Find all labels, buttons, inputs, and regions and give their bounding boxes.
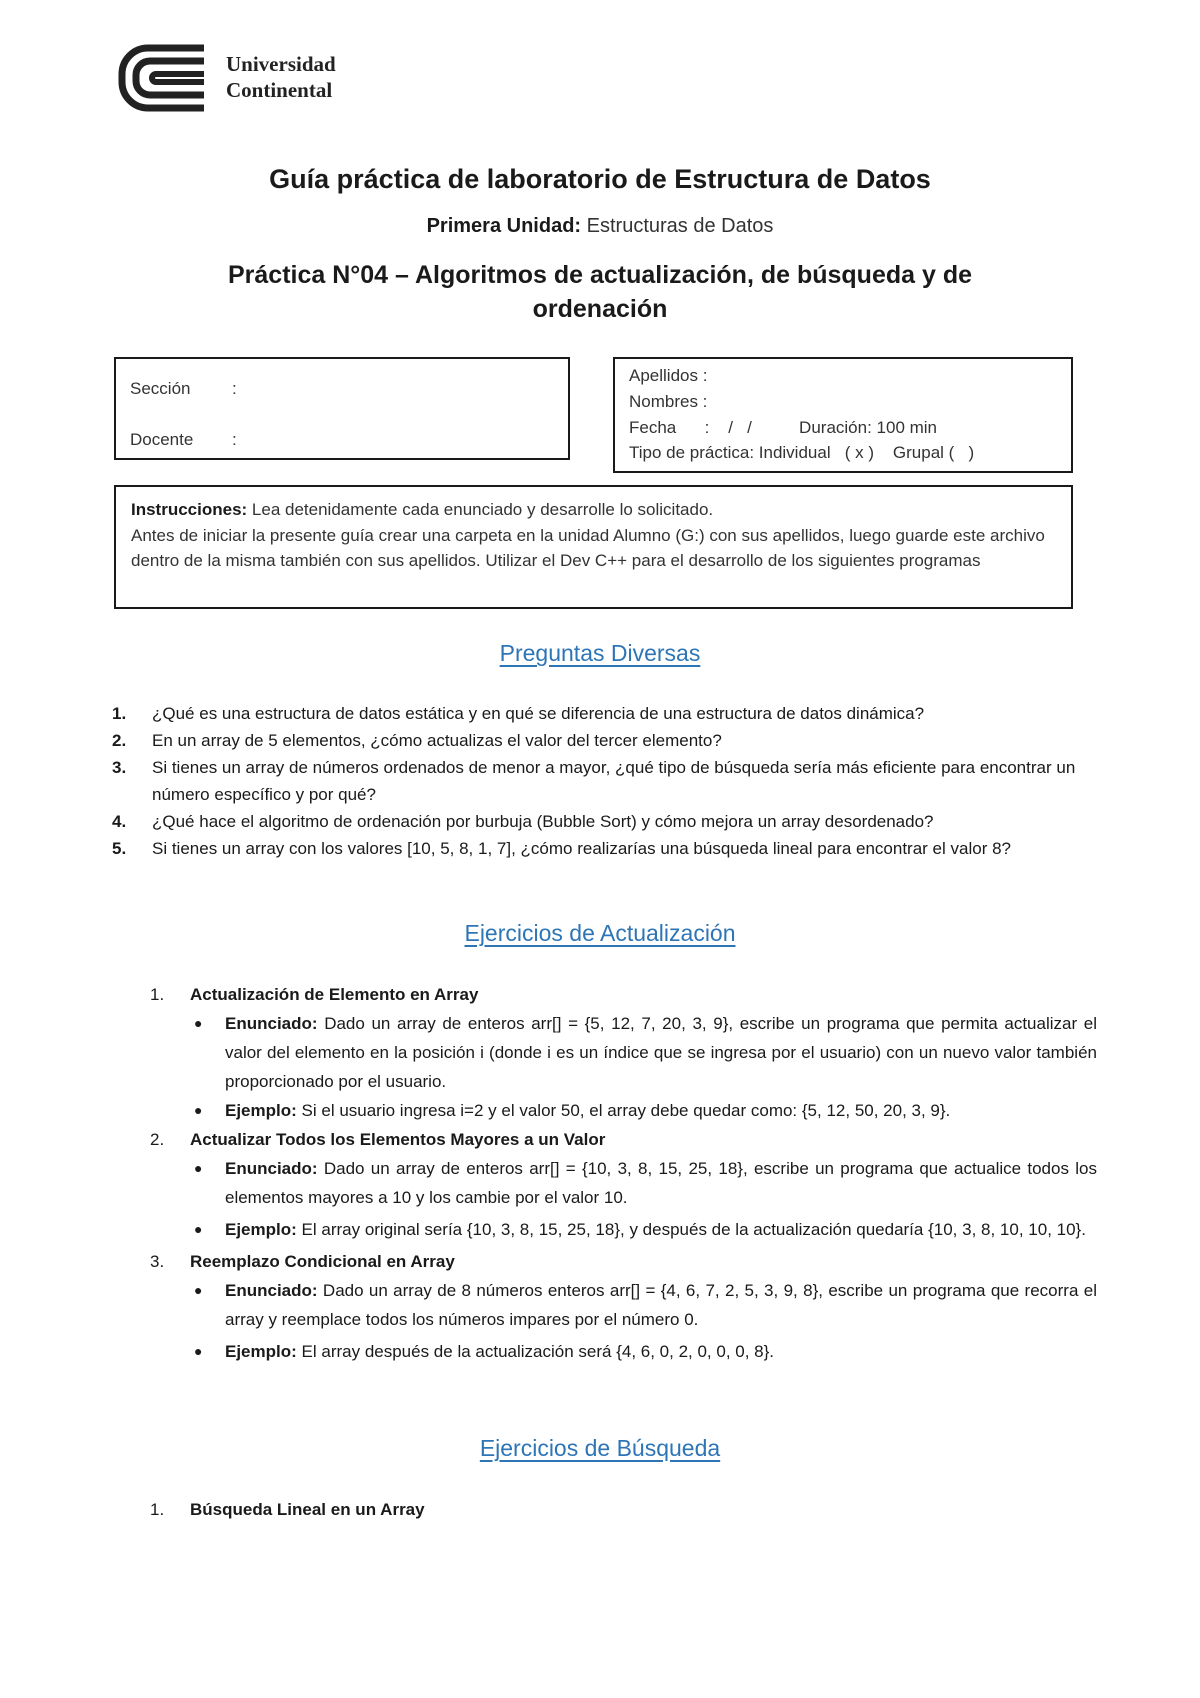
docente-label: Docente xyxy=(130,430,194,449)
fecha-duracion-field: Fecha : / / Duración: 100 min xyxy=(629,418,938,437)
instructions-line1 xyxy=(131,497,1061,523)
instructions-body: Antes de iniciar la presente guía crear una carpeta en la unidad Alumno (G:) con sus apellidos, luego guarde este archivo dentro de la misma también con sus apellidos. Utilizar el Dev C++ para el desarrollo de los siguientes programas xyxy=(131,525,1045,570)
search-exercises-list xyxy=(150,1495,1097,1524)
instructions-box xyxy=(114,485,1073,609)
statement-label: Enunciado: xyxy=(225,1281,318,1300)
list-item xyxy=(112,808,1097,835)
exercise-statement xyxy=(190,1276,1097,1334)
statement-text: Dado un array de enteros arr[] = {10, 3, 8, 15, 25, 18}, escribe un programa que actualice todos los elementos mayores a 10 y los cambie por el valor 10. xyxy=(225,1159,1097,1207)
list-item xyxy=(112,727,1097,754)
exercise-example xyxy=(190,1096,1097,1125)
bullet-icon: ● xyxy=(194,1282,203,1298)
exercise-item xyxy=(150,1495,1097,1524)
question-text: ¿Qué hace el algoritmo de ordenación por burbuja (Bubble Sort) y cómo mejora un array desordenado? xyxy=(152,812,934,831)
exercise-number: 1. xyxy=(150,985,165,1004)
exercise-item xyxy=(150,1125,1097,1244)
example-text: Si el usuario ingresa i=2 y el valor 50, el array debe quedar como: {5, 12, 50, 20, 3, 9}. xyxy=(296,1101,951,1120)
instructions-text xyxy=(131,497,1061,574)
statement-label: Enunciado: xyxy=(225,1014,318,1033)
question-text: En un array de 5 elementos, ¿cómo actualizas el valor del tercer elemento? xyxy=(152,731,722,750)
unit-subtitle xyxy=(0,215,1200,238)
practice-title-line2: ordenación xyxy=(532,295,668,323)
question-text: ¿Qué es una estructura de datos estática y en qué se diferencia de una estructura de datos dinámica? xyxy=(152,704,925,723)
exercise-title: Búsqueda Lineal en un Array xyxy=(190,1500,425,1519)
example-label: Ejemplo: xyxy=(225,1220,297,1239)
example-label: Ejemplo: xyxy=(225,1342,297,1361)
bullet-icon: ● xyxy=(194,1343,203,1359)
section-busqueda-title: Ejercicios de Búsqueda xyxy=(479,1435,721,1461)
list-item xyxy=(112,835,1097,862)
questions-list xyxy=(112,700,1097,862)
unit-value: Estructuras de Datos xyxy=(581,215,774,237)
page-title: Guía práctica de laboratorio de Estructura de Datos xyxy=(269,164,931,194)
section-preguntas-title: Preguntas Diversas xyxy=(499,640,701,666)
bullet-icon: ● xyxy=(194,1102,203,1118)
exercise-number: 2. xyxy=(150,1130,165,1149)
exercise-example xyxy=(190,1337,1097,1366)
logo-university-text: Universidad xyxy=(226,52,336,76)
seccion-label: Sección xyxy=(130,379,191,398)
bullet-icon: ● xyxy=(194,1221,203,1237)
list-item xyxy=(112,700,1097,727)
exercise-example xyxy=(190,1215,1097,1244)
exercise-statement xyxy=(190,1009,1097,1096)
instructions-intro: Lea detenidamente cada enunciado y desarrolle lo solicitado. xyxy=(247,500,714,519)
tipo-practica-field: Tipo de práctica: Individual ( x ) Grupal ( ) xyxy=(629,443,975,462)
exercise-item xyxy=(150,1247,1097,1366)
example-text: El array original sería {10, 3, 8, 15, 25, 18}, y después de la actualización quedaría {10, 3, 8, 10, 10, 10}. xyxy=(296,1220,1086,1239)
section-actualizacion-title: Ejercicios de Actualización xyxy=(464,920,736,946)
exercise-title: Actualización de Elemento en Array xyxy=(190,985,479,1004)
nombres-field: Nombres : xyxy=(629,392,708,411)
statement-text: Dado un array de 8 números enteros arr[] = {4, 6, 7, 2, 5, 3, 9, 8}, escribe un programa que recorra el array y reemplace todos los números impares por el número 0. xyxy=(225,1281,1097,1329)
update-exercises-list xyxy=(150,980,1097,1366)
continental-logo-icon xyxy=(118,44,214,112)
seccion-colon: : xyxy=(232,379,237,398)
exercise-number: 3. xyxy=(150,1252,165,1271)
example-label: Ejemplo: xyxy=(225,1101,297,1120)
seccion-field xyxy=(130,379,237,399)
question-text: Si tienes un array de números ordenados de menor a mayor, ¿qué tipo de búsqueda sería más eficiente para encontrar un número específico y por qué? xyxy=(152,758,1076,804)
exercise-statement xyxy=(190,1154,1097,1212)
question-number: 2. xyxy=(112,731,127,750)
bullet-icon: ● xyxy=(194,1015,203,1031)
question-text: Si tienes un array con los valores [10, 5, 8, 1, 7], ¿cómo realizarías una búsqueda lineal para encontrar el valor 8? xyxy=(152,839,1011,858)
practice-title-line1: Práctica N°04 – Algoritmos de actualización, de búsqueda y de xyxy=(227,261,973,289)
exercise-title: Actualizar Todos los Elementos Mayores a un Valor xyxy=(190,1130,606,1149)
exercise-title: Reemplazo Condicional en Array xyxy=(190,1252,455,1271)
question-number: 4. xyxy=(112,812,127,831)
exercise-number: 1. xyxy=(150,1500,165,1519)
docente-colon: : xyxy=(232,430,237,449)
practice-title xyxy=(0,258,1200,326)
question-number: 5. xyxy=(112,839,127,858)
instructions-label: Instrucciones: xyxy=(131,500,248,519)
question-number: 1. xyxy=(112,704,127,723)
exercise-item xyxy=(150,980,1097,1125)
student-info-box xyxy=(613,357,1073,473)
list-item xyxy=(112,754,1097,808)
statement-text: Dado un array de enteros arr[] = {5, 12, 7, 20, 3, 9}, escribe un programa que permita actualizar el valor del elemento en la posición i (donde i es un índice que se ingresa por el usuario) con un nuevo valor también proporcionado por el usuario. xyxy=(225,1014,1097,1091)
apellidos-field: Apellidos : xyxy=(629,366,708,385)
unit-label: Primera Unidad: xyxy=(426,215,582,237)
university-logo xyxy=(118,44,378,114)
section-teacher-box xyxy=(114,357,570,460)
example-text: El array después de la actualización será {4, 6, 0, 2, 0, 0, 0, 8}. xyxy=(296,1342,775,1361)
bullet-icon: ● xyxy=(194,1160,203,1176)
logo-continental-text: Continental xyxy=(226,78,333,102)
question-number: 3. xyxy=(112,758,127,777)
statement-label: Enunciado: xyxy=(225,1159,318,1178)
docente-field xyxy=(130,430,237,450)
